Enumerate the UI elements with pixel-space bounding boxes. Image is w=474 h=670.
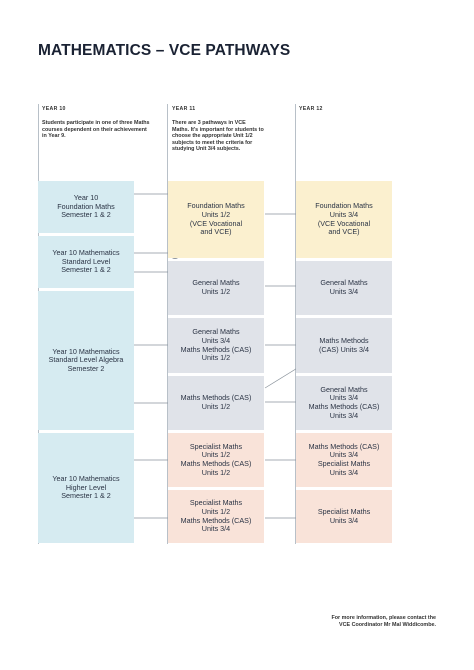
year11-general-box: General Maths Units 1/2 <box>168 261 264 315</box>
year11-methods-box: Maths Methods (CAS) Units 1/2 <box>168 376 264 430</box>
year12-specialist-box: Specialist Maths Units 3/4 <box>296 490 392 543</box>
footer-contact: For more information, please contact the VCE Coordinator Mr Mal Widdicombe. <box>331 615 436 628</box>
year10-heading: YEAR 10 <box>42 106 66 112</box>
year11-note: There are 3 pathways in VCE Maths. It’s important for students to choose the appropriate Unit 1/2 subjects to meet the criteria for studying Unit 3/4 subjects. <box>172 120 264 153</box>
year11-specialist-methods34-box: Specialist Maths Units 1/2 Maths Methods (CAS) Units 3/4 <box>168 490 264 543</box>
year10-standard-algebra-box: Year 10 Mathematics Standard Level Algebra Semester 2 <box>38 291 134 430</box>
year12-heading: YEAR 12 <box>299 106 323 112</box>
year10-note: Students participate in one of three Maths courses dependent on their achievement in Year 9. <box>42 120 150 140</box>
year12-general-box: General Maths Units 3/4 <box>296 261 392 315</box>
year10-standard-box: Year 10 Mathematics Standard Level Semester 1 & 2 <box>38 236 134 288</box>
year10-foundation-box: Year 10 Foundation Maths Semester 1 & 2 <box>38 181 134 233</box>
year12-general-methods-box: General Maths Units 3/4 Maths Methods (CAS) Units 3/4 <box>296 376 392 430</box>
year11-specialist-methods12-box: Specialist Maths Units 1/2 Maths Methods (CAS) Units 1/2 <box>168 433 264 487</box>
year11-heading: YEAR 11 <box>172 106 196 112</box>
year10-higher-box: Year 10 Mathematics Higher Level Semester 1 & 2 <box>38 433 134 543</box>
page-title: MATHEMATICS – VCE PATHWAYS <box>38 42 291 59</box>
year11-foundation-box: Foundation Maths Units 1/2 (VCE Vocational and VCE) <box>168 181 264 258</box>
year11-general-methods-box: General Maths Units 3/4 Maths Methods (CAS) Units 1/2 <box>168 318 264 373</box>
year12-foundation-box: Foundation Maths Units 3/4 (VCE Vocational and VCE) <box>296 181 392 258</box>
year12-methods-specialist-box: Maths Methods (CAS) Units 3/4 Specialist Maths Units 3/4 <box>296 433 392 487</box>
year12-methods-box: Maths Methods (CAS) Units 3/4 <box>296 318 392 373</box>
